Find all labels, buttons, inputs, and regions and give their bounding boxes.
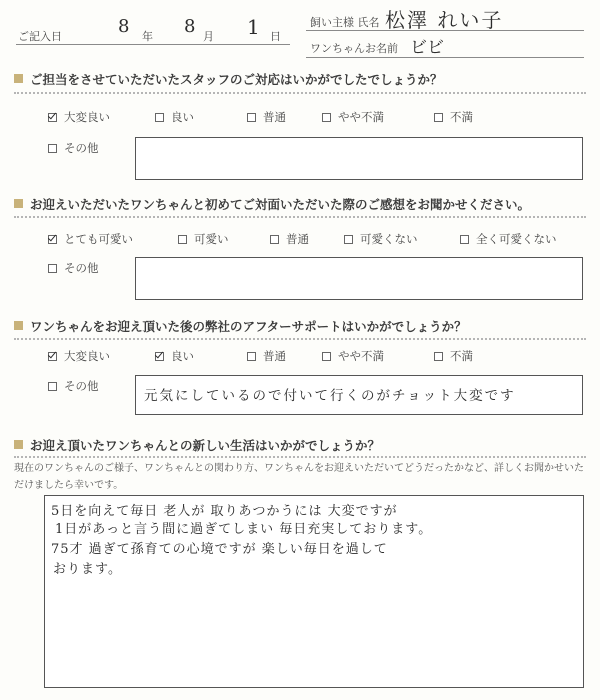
- q2-option-5[interactable]: 全く可愛くない: [460, 231, 557, 247]
- owner-name-label: 飼い主様 氏名: [310, 16, 380, 29]
- q3-other-textbox[interactable]: [135, 375, 583, 415]
- checkbox[interactable]: [247, 352, 256, 361]
- divider: [14, 92, 586, 94]
- q3-option-1[interactable]: 大変良い: [48, 348, 110, 364]
- checkbox-checked[interactable]: [48, 113, 57, 122]
- q4-answer-line-2: 1日があっと言う間に過ぎてしまい 毎日充実しております。: [55, 522, 433, 537]
- dog-name-label: ワンちゃんお名前: [310, 42, 398, 55]
- checkbox[interactable]: [48, 264, 57, 273]
- q3-option-5[interactable]: 不満: [434, 348, 473, 364]
- question-bullet: [14, 321, 23, 330]
- date-label: ご記入日: [18, 30, 62, 43]
- q4-answer-line-1: 5日を向えて毎日 老人が 取りあつかうには 大変ですが: [51, 504, 398, 519]
- checkbox[interactable]: [247, 113, 256, 122]
- q4-answer-line-3: 75才 過ぎて孫育ての心境ですが 楽しい毎日を過して: [51, 542, 388, 557]
- day-value: 1: [247, 15, 260, 39]
- checkbox[interactable]: [460, 235, 469, 244]
- q1-option-2[interactable]: 良い: [155, 109, 194, 125]
- q2-option-2[interactable]: 可愛い: [178, 231, 229, 247]
- year-unit: 年: [142, 30, 153, 43]
- checkbox[interactable]: [434, 352, 443, 361]
- checkbox-checked[interactable]: [155, 352, 164, 361]
- question-bullet: [14, 74, 23, 83]
- checkbox[interactable]: [155, 113, 164, 122]
- checkbox[interactable]: [178, 235, 187, 244]
- q2-option-1[interactable]: とても可愛い: [48, 231, 133, 247]
- question-3-title: ワンちゃんをお迎え頂いた後の弊社のアフターサポートはいかがでしょうか？: [30, 319, 467, 334]
- question-4-title: お迎え頂いたワンちゃんとの新しい生活はいかがでしょうか？: [30, 438, 381, 453]
- q1-option-3[interactable]: 普通: [247, 109, 286, 125]
- day-unit: 日: [270, 30, 281, 43]
- q3-option-3[interactable]: 普通: [247, 348, 286, 364]
- divider: [14, 216, 586, 218]
- q1-option-1[interactable]: 大変良い: [48, 109, 110, 125]
- divider: [14, 338, 586, 340]
- dog-underline: [306, 57, 584, 58]
- owner-name-value: 松澤 れい子: [385, 8, 504, 32]
- q1-option-5[interactable]: 不満: [434, 109, 473, 125]
- year-value: 8: [118, 16, 130, 37]
- q1-other-option[interactable]: その他: [48, 140, 99, 156]
- q3-other-option[interactable]: その他: [48, 378, 99, 394]
- q4-answer-textbox[interactable]: [44, 495, 584, 688]
- checkbox[interactable]: [48, 382, 57, 391]
- divider: [14, 456, 586, 458]
- question-bullet: [14, 199, 23, 208]
- checkbox-checked[interactable]: [48, 352, 57, 361]
- month-unit: 月: [203, 30, 214, 43]
- checkbox[interactable]: [322, 113, 331, 122]
- q3-option-2[interactable]: 良い: [155, 348, 194, 364]
- question-1-title: ご担当をさせていただいたスタッフのご対応はいかがでしたでしょうか？: [30, 72, 443, 87]
- date-underline: [16, 44, 290, 45]
- checkbox[interactable]: [48, 144, 57, 153]
- q2-option-4[interactable]: 可愛くない: [344, 231, 418, 247]
- checkbox[interactable]: [344, 235, 353, 244]
- q2-other-option[interactable]: その他: [48, 260, 99, 276]
- question-4-description: 現在のワンちゃんのご様子、ワンちゃんとの関わり方、ワンちゃんをお迎えいただいてどうだったかなど、詳しくお聞かせいただけましたら幸いです。: [14, 463, 584, 491]
- q1-other-textbox[interactable]: [135, 137, 583, 180]
- q3-option-4[interactable]: やや不満: [322, 348, 384, 364]
- month-value: 8: [184, 16, 196, 37]
- q4-answer-line-4: おります。: [53, 562, 122, 577]
- owner-underline: [306, 30, 584, 31]
- question-2-title: お迎えいただいたワンちゃんと初めてご対面いただいた際のご感想をお聞かせください。: [30, 197, 531, 212]
- checkbox[interactable]: [434, 113, 443, 122]
- q2-other-textbox[interactable]: [135, 257, 583, 300]
- checkbox[interactable]: [322, 352, 331, 361]
- checkbox[interactable]: [270, 235, 279, 244]
- q3-other-handwriting: 元気にしているので付いて行くのがチョット大変です: [144, 388, 516, 404]
- checkbox-checked[interactable]: [48, 235, 57, 244]
- question-bullet: [14, 440, 23, 449]
- q1-option-4[interactable]: やや不満: [322, 109, 384, 125]
- q2-option-3[interactable]: 普通: [270, 231, 309, 247]
- dog-name-value: ビビ: [410, 38, 444, 58]
